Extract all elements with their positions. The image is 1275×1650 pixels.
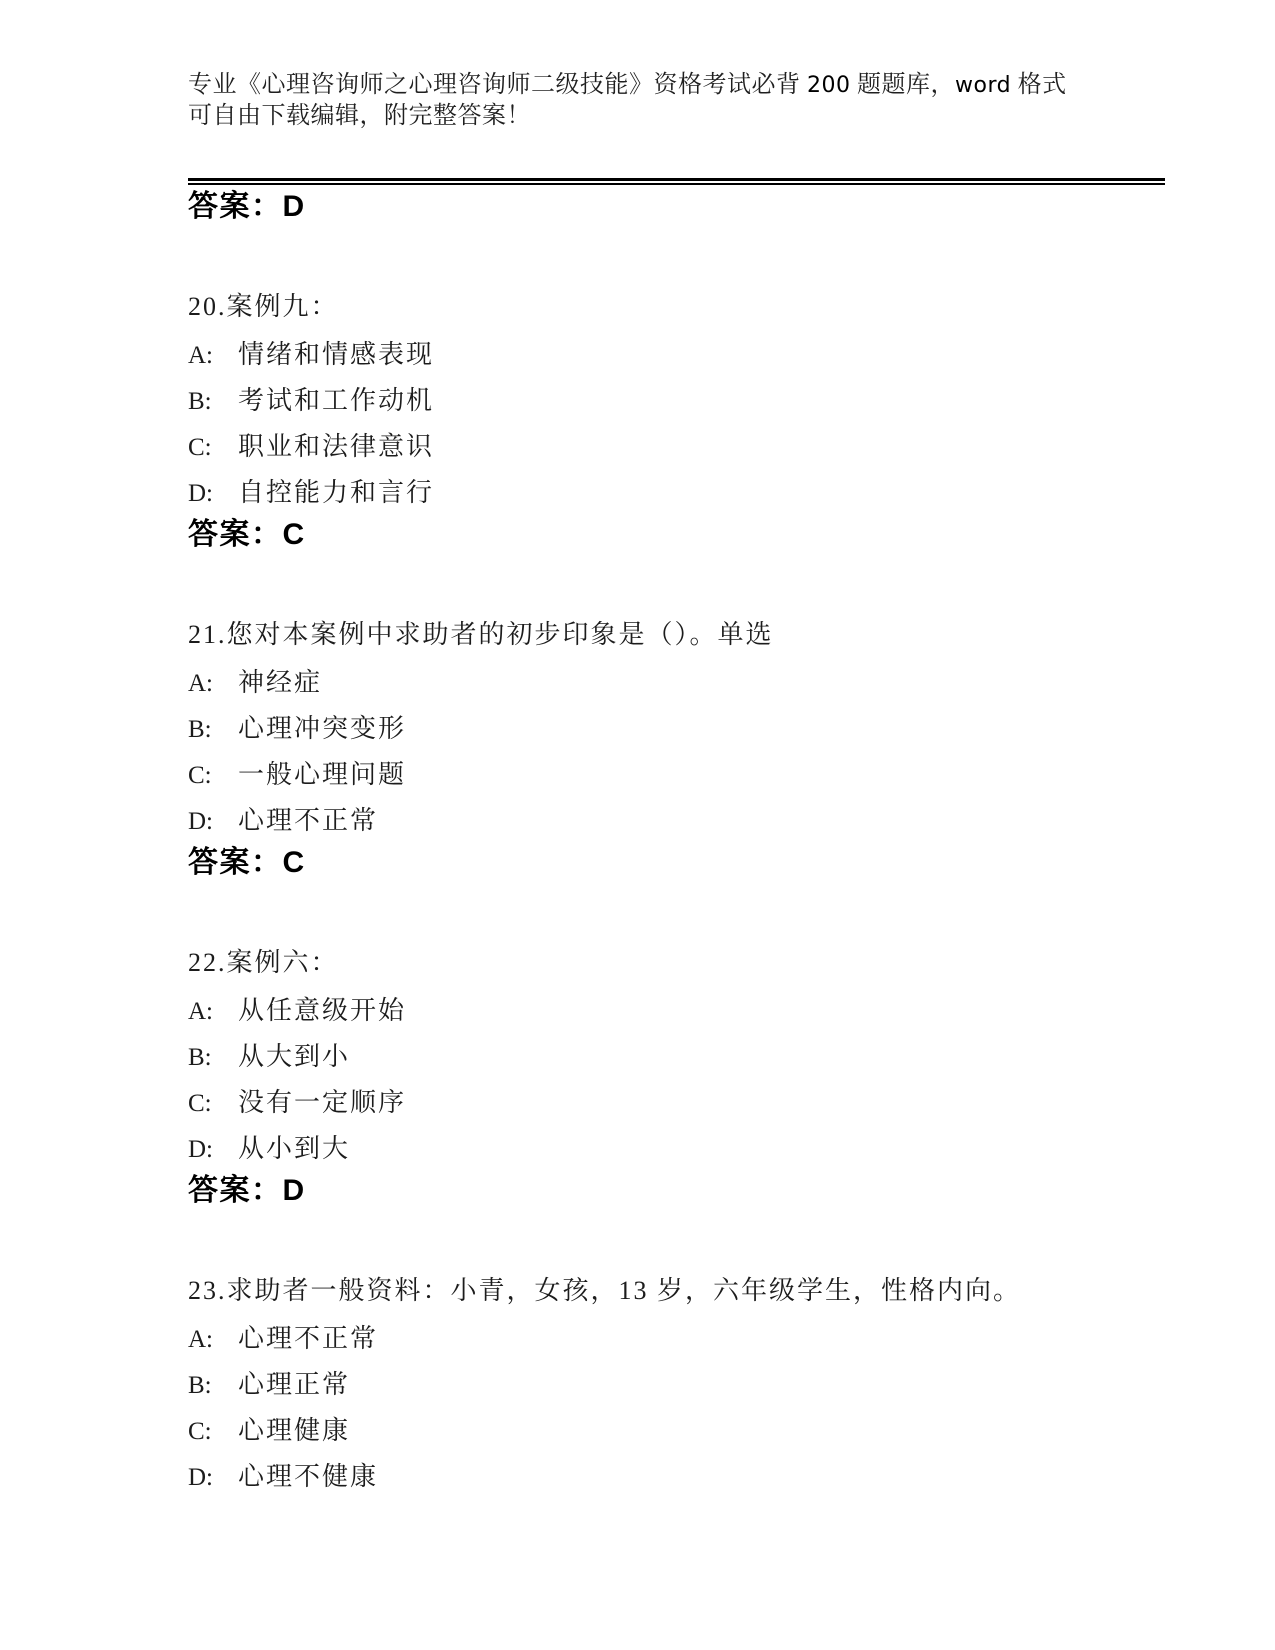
- header-cjk-text: 专业《心理咨询师之心理咨询师二级技能》资格考试必背: [188, 72, 807, 98]
- question-options: [188, 996, 1165, 1165]
- option-row: [188, 996, 1165, 1027]
- option-text: 心理不正常: [238, 806, 379, 835]
- option-text: 心理冲突变形: [238, 714, 407, 743]
- question-title: 21.您对本案例中求助者的初步印象是（）。单选: [188, 620, 774, 649]
- header-line-2: 可自由下载编辑，附完整答案！: [188, 103, 531, 129]
- option-text: 从大到小: [238, 1042, 351, 1071]
- option-row: [188, 1134, 1165, 1165]
- option-label: D:: [188, 808, 213, 835]
- header-line-1: [188, 70, 1165, 101]
- option-text: 情绪和情感表现: [238, 340, 435, 369]
- option-text: 没有一定顺序: [238, 1088, 407, 1117]
- question-block: [188, 620, 1165, 881]
- question-title: 20.案例九：: [188, 292, 339, 321]
- option-label: B:: [188, 1372, 212, 1399]
- question-block: [188, 292, 1165, 553]
- header-latin-text: word: [955, 73, 1012, 98]
- option-label: A:: [188, 670, 213, 697]
- question-title: 23.求助者一般资料：小青，女孩，13 岁，六年级学生，性格内向。: [188, 1276, 1022, 1305]
- answer-line: 答案：C: [188, 846, 306, 879]
- header-cjk-text: 格式: [1011, 72, 1067, 98]
- question-list: [188, 189, 1165, 1493]
- option-row: [188, 432, 1165, 463]
- question-options: [188, 1324, 1165, 1493]
- question-options: [188, 668, 1165, 837]
- option-text: 心理正常: [238, 1370, 351, 1399]
- option-row: [188, 714, 1165, 745]
- option-label: A:: [188, 1326, 213, 1353]
- option-row: [188, 806, 1165, 837]
- page-header: [188, 0, 1165, 185]
- option-text: 从任意级开始: [238, 996, 407, 1025]
- header-cjk-text: 题题库，: [850, 72, 955, 98]
- option-label: A:: [188, 342, 213, 369]
- option-label: C:: [188, 762, 212, 789]
- option-text: 自控能力和言行: [238, 478, 435, 507]
- option-label: C:: [188, 1090, 212, 1117]
- option-text: 心理不健康: [238, 1462, 379, 1491]
- option-row: [188, 1370, 1165, 1401]
- question-title: 22.案例六：: [188, 948, 339, 977]
- option-row: [188, 1462, 1165, 1493]
- option-text: 心理不正常: [238, 1324, 379, 1353]
- answer-line: 答案：C: [188, 518, 306, 551]
- option-row: [188, 386, 1165, 417]
- option-row: [188, 1416, 1165, 1447]
- answer-line: 答案：D: [188, 1174, 306, 1207]
- option-row: [188, 760, 1165, 791]
- option-row: [188, 1042, 1165, 1073]
- option-label: D:: [188, 1464, 213, 1491]
- answer-line: 答案：D: [188, 190, 306, 223]
- option-row: [188, 1088, 1165, 1119]
- option-label: A:: [188, 998, 213, 1025]
- option-row: [188, 478, 1165, 509]
- option-text: 考试和工作动机: [238, 386, 435, 415]
- question-options: [188, 340, 1165, 509]
- option-text: 一般心理问题: [238, 760, 407, 789]
- option-label: B:: [188, 1044, 212, 1071]
- header-latin-text: 200: [807, 73, 851, 98]
- option-row: [188, 1324, 1165, 1355]
- option-label: D:: [188, 1136, 213, 1163]
- option-label: D:: [188, 480, 213, 507]
- option-label: B:: [188, 388, 212, 415]
- question-block: [188, 948, 1165, 1209]
- divider-thin-line: [188, 183, 1165, 185]
- option-label: B:: [188, 716, 212, 743]
- option-text: 从小到大: [238, 1134, 351, 1163]
- option-text: 心理健康: [238, 1416, 351, 1445]
- option-row: [188, 340, 1165, 371]
- option-text: 职业和法律意识: [238, 432, 435, 461]
- option-label: C:: [188, 434, 212, 461]
- option-text: 神经症: [238, 668, 323, 697]
- option-label: C:: [188, 1418, 212, 1445]
- question-block: [188, 1276, 1165, 1493]
- header-divider: [188, 178, 1165, 185]
- option-row: [188, 668, 1165, 699]
